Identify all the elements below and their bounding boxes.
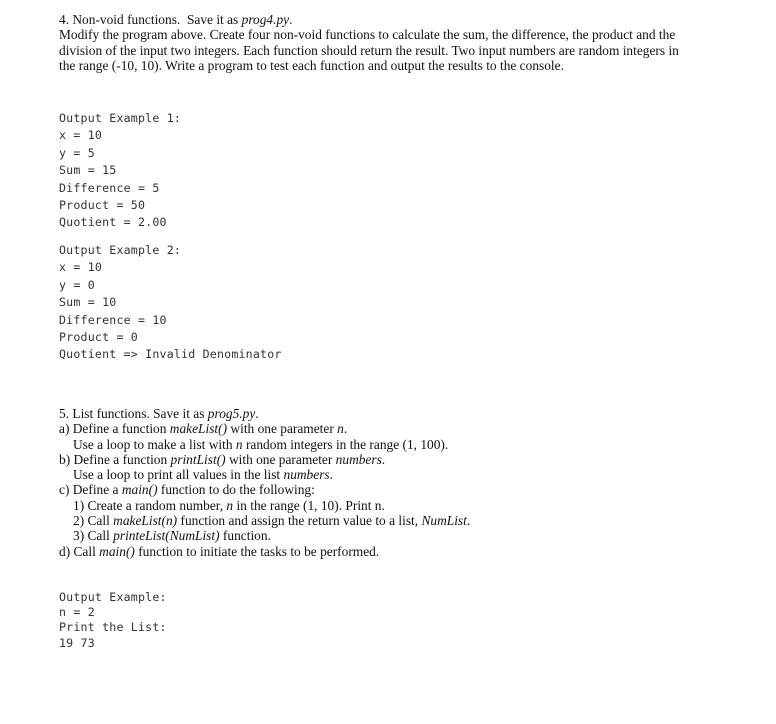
item-c-step-1: [59, 498, 470, 513]
parameter-name: n: [226, 497, 234, 513]
item-a: [59, 421, 470, 436]
item-a-detail: [59, 437, 470, 452]
filename: prog4.py: [241, 12, 290, 27]
item-text: random integers in the range (1, 100).: [242, 436, 449, 452]
section-5-text: [59, 406, 470, 559]
item-text: b) Define a function: [59, 451, 171, 467]
output-line: Print the List:: [59, 620, 167, 635]
item-text: with one parameter: [225, 451, 336, 467]
output-line: Sum = 15: [59, 163, 117, 178]
item-c-step-2: [59, 513, 470, 528]
function-name: main(): [121, 482, 158, 498]
item-text: with one parameter: [227, 421, 338, 437]
parameter-name: numbers: [283, 467, 330, 483]
output-example-5: [59, 590, 167, 651]
item-text: function.: [219, 528, 271, 544]
item-text: function to initiate the tasks to be performed.: [134, 543, 380, 559]
output-line: Product = 0: [59, 330, 138, 345]
item-text: 2) Call: [73, 513, 114, 529]
output-line: Sum = 10: [59, 295, 117, 310]
filename: prog5.py: [207, 406, 256, 421]
section-4-heading: [59, 12, 689, 27]
item-text: Use a loop to print all values in the list: [73, 467, 284, 483]
item-text: function to do the following:: [157, 482, 315, 498]
example-title: Output Example 1:: [59, 111, 182, 125]
item-text: in the range (1, 10). Print n.: [233, 497, 385, 513]
output-line: Quotient => Invalid Denominator: [59, 347, 282, 362]
item-text: 1) Create a random number,: [73, 497, 227, 513]
item-text: .: [329, 467, 333, 483]
item-b: [59, 452, 470, 467]
item-c-step-3: [59, 528, 470, 543]
item-text: a) Define a function: [59, 421, 170, 437]
item-text: Use a loop to make a list with: [73, 436, 236, 452]
function-name: printList(): [170, 451, 226, 467]
heading-text: 4. Non-void functions. Save it as: [59, 12, 242, 27]
output-line: Quotient = 2.00: [59, 215, 167, 230]
parameter-name: numbers: [335, 451, 382, 467]
output-example-2: [59, 242, 282, 364]
item-d: [59, 544, 470, 559]
item-text: .: [381, 451, 386, 467]
item-b-detail: [59, 467, 470, 482]
item-text: d) Call: [59, 543, 100, 559]
item-text: .: [466, 513, 471, 529]
parameter-name: n: [337, 421, 344, 437]
output-line: y = 5: [59, 145, 95, 160]
output-line: n = 2: [59, 605, 95, 620]
function-name: makeList(n): [113, 513, 178, 529]
function-name: main(): [99, 543, 135, 559]
item-text: c) Define a: [59, 482, 122, 498]
item-text: .: [343, 421, 348, 437]
section-5-heading: [59, 406, 470, 421]
heading-punct: .: [289, 12, 293, 27]
output-line: x = 10: [59, 128, 103, 143]
output-example-1: [59, 110, 181, 232]
section-4-description: Modify the program above. Create four non-void functions to calculate the sum, the difference, the product and the division of the input two integers. Each function should return the result. Two input numbers are random integers in the range (-10, 10). Write a program to test each function and output the results to the console.: [59, 27, 679, 73]
example-title: Output Example 2:: [59, 243, 182, 257]
output-line: Difference = 5: [59, 180, 160, 195]
item-c: [59, 482, 470, 497]
item-text: 3) Call: [73, 528, 114, 544]
parameter-name: n: [235, 436, 243, 452]
function-name: makeList(): [169, 421, 228, 437]
output-line: y = 0: [59, 277, 95, 292]
function-name: printeList(NumList): [113, 528, 220, 544]
output-line: Product = 50: [59, 198, 146, 213]
list-name: NumList: [421, 513, 467, 529]
heading-punct: .: [255, 406, 259, 421]
section-4-text: [59, 12, 689, 73]
example-title: Output Example:: [59, 590, 167, 604]
output-line: 19 73: [59, 635, 95, 650]
item-text: function and assign the return value to a list,: [177, 513, 422, 529]
output-line: Difference = 10: [59, 312, 167, 327]
heading-text: 5. List functions. Save it as: [59, 406, 208, 421]
output-line: x = 10: [59, 260, 103, 275]
